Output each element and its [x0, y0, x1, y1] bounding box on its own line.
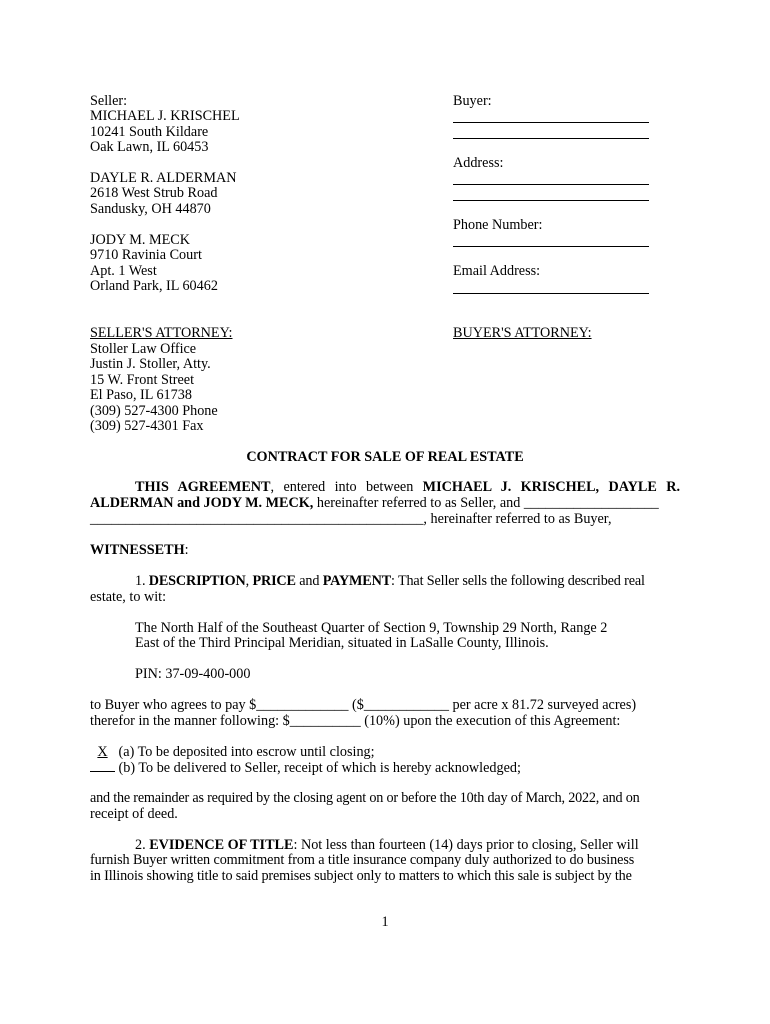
remainder-line-2: receipt of deed.	[90, 806, 178, 822]
seller-attorney-fax: (309) 527-4301 Fax	[90, 418, 204, 434]
buyer-address-line-2	[453, 200, 649, 201]
buyer-attorney-heading: BUYER'S ATTORNEY:	[453, 325, 592, 341]
buyer-name-line-1	[453, 122, 649, 123]
seller-2-street: 2618 West Strub Road	[90, 185, 218, 201]
section-2-text: : Not less than fourteen (14) days prior to closing, Seller will	[293, 837, 639, 853]
payment-line-2: therefor in the manner following: $__________ (10%) upon the execution of this Agreement:	[90, 713, 621, 729]
buyer-address-line-1	[453, 184, 649, 185]
option-a-mark: X	[97, 744, 108, 760]
seller-3-unit: Apt. 1 West	[90, 263, 157, 279]
contract-title: CONTRACT FOR SALE OF REAL ESTATE	[246, 449, 524, 465]
intro-line-1	[90, 480, 680, 511]
legal-description-1: The North Half of the Southeast Quarter of Section 9, Township 29 North, Range 2	[135, 620, 608, 636]
seller-3-city: Orland Park, IL 60462	[90, 278, 218, 294]
seller-1-name: MICHAEL J. KRISCHEL	[90, 108, 240, 124]
legal-description-2: East of the Third Principal Meridian, situated in LaSalle County, Illinois.	[135, 635, 549, 651]
payment-line-1: to Buyer who agrees to pay $_____________ ($____________ per acre x 81.72 surveyed acres)	[90, 697, 637, 713]
witnesseth-colon: :	[184, 542, 189, 558]
seller-attorney-street: 15 W. Front Street	[90, 372, 195, 388]
remainder-line-1: and the remainder as required by the closing agent on or before the 10th day of March, 2022, and on	[90, 790, 640, 806]
section-1-sep-2: and	[295, 573, 323, 589]
option-a-text: (a) To be deposited into escrow until closing;	[115, 744, 375, 760]
section-2-number: 2.	[135, 837, 150, 853]
section-2-bold: EVIDENCE OF TITLE	[149, 837, 294, 853]
buyer-email-label: Email Address:	[453, 263, 541, 279]
seller-label: Seller:	[90, 93, 128, 109]
pin-number: PIN: 37-09-400-000	[135, 666, 251, 682]
seller-attorney-firm: Stoller Law Office	[90, 341, 197, 357]
seller-attorney-city: El Paso, IL 61738	[90, 387, 192, 403]
buyer-label: Buyer:	[453, 93, 492, 109]
intro-bold-agreement: THIS AGREEMENT	[135, 479, 271, 495]
section-1-line-2: estate, to wit:	[90, 589, 167, 605]
seller-1-street: 10241 South Kildare	[90, 124, 209, 140]
seller-2-city: Sandusky, OH 44870	[90, 201, 211, 217]
witnesseth-heading	[90, 542, 189, 559]
buyer-email-line	[453, 293, 649, 294]
intro-line-2: _______________________________________________, hereinafter referred to as Buyer,	[90, 511, 612, 527]
intro-text-1: , entered into between	[270, 479, 423, 495]
option-b-text: (b) To be delivered to Seller, receipt of which is hereby acknowledged;	[115, 760, 521, 776]
section-1-number: 1.	[135, 573, 149, 589]
section-1-bold-price: PRICE	[252, 573, 296, 589]
seller-2-name: DAYLE R. ALDERMAN	[90, 170, 237, 186]
intro-text-2: hereinafter referred to as Seller, and ___________________	[313, 494, 659, 511]
buyer-phone-label: Phone Number:	[453, 217, 543, 233]
witnesseth-word: WITNESSETH	[90, 542, 185, 558]
section-1-bold-payment: PAYMENT	[322, 573, 392, 589]
seller-1-city: Oak Lawn, IL 60453	[90, 139, 209, 155]
section-1-bold-description: DESCRIPTION	[148, 573, 246, 589]
seller-3-name: JODY M. MECK	[90, 232, 190, 248]
seller-3-street: 9710 Ravinia Court	[90, 247, 202, 263]
section-1-heading	[135, 573, 680, 590]
page-number: 1	[381, 914, 389, 930]
buyer-phone-line	[453, 246, 649, 247]
seller-attorney-name: Justin J. Stoller, Atty.	[90, 356, 211, 372]
seller-attorney-heading: SELLER'S ATTORNEY:	[90, 325, 233, 341]
buyer-address-label: Address:	[453, 155, 504, 171]
option-b	[90, 759, 521, 777]
intro-bold-parties: MICHAEL J. KRISCHEL, DAYLE R. ALDERMAN and JODY M. MECK,	[90, 479, 680, 511]
section-2-line-2: furnish Buyer written commitment from a title insurance company duly authorized to do business	[90, 852, 635, 868]
option-b-blank	[90, 759, 115, 772]
seller-attorney-phone: (309) 527-4300 Phone	[90, 403, 218, 419]
section-1-text: : That Seller sells the following described real	[391, 573, 645, 589]
section-2-line-3: in Illinois showing title to said premises subject only to matters to which this sale is subject by the	[90, 868, 632, 884]
section-1-sep-1: ,	[245, 573, 253, 589]
buyer-name-line-2	[453, 138, 649, 139]
